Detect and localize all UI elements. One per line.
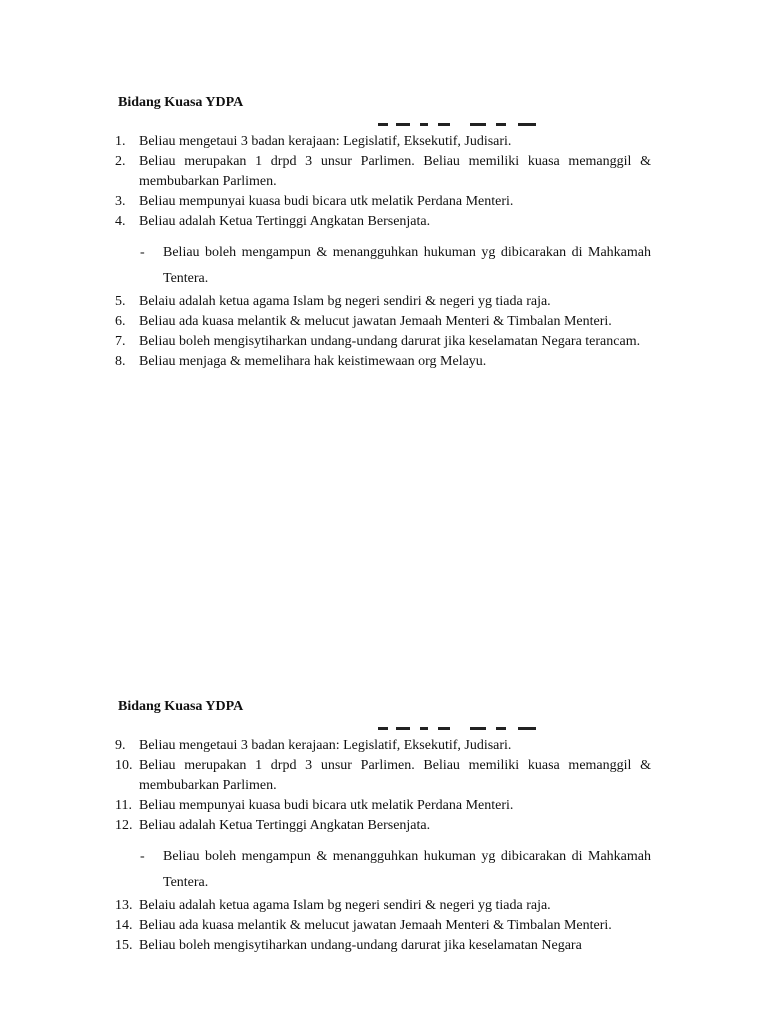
section-1	[115, 94, 651, 372]
list-item: 9. Beliau mengetaui 3 badan kerajaan: Legislatif, Eksekutif, Judisari.	[115, 738, 512, 753]
numbered-list-continued	[115, 292, 651, 372]
sub-item: - Beliau boleh mengampun & menangguhkan hukuman yg dibicarakan di Mahkamah Tentera.	[118, 844, 651, 896]
numbered-list-continued	[115, 896, 651, 956]
dash-marker: -	[140, 849, 145, 864]
list-item: 4. Beliau adalah Ketua Tertinggi Angkatan Bersenjata.	[115, 214, 431, 229]
section-2	[115, 698, 651, 956]
list-item: 10. Beliau merupakan 1 drpd 3 unsur Parlimen. Beliau memiliki kuasa memanggil & membubarkan Parlimen.	[115, 758, 651, 793]
dash-marker: -	[140, 245, 145, 260]
list-item: 2. Beliau merupakan 1 drpd 3 unsur Parlimen. Beliau memiliki kuasa memanggil & membubarkan Parlimen.	[115, 154, 651, 189]
list-item: 3. Beliau mempunyai kuasa budi bicara utk melatik Perdana Menteri.	[115, 194, 514, 209]
list-item: 5. Belaiu adalah ketua agama Islam bg negeri sendiri & negeri yg tiada raja.	[115, 294, 551, 309]
sub-item: - Beliau boleh mengampun & menangguhkan hukuman yg dibicarakan di Mahkamah Tentera.	[118, 240, 651, 292]
list-item: 7. Beliau boleh mengisytiharkan undang-undang darurat jika keselamatan Negara terancam.	[115, 334, 641, 349]
section-title: Bidang Kuasa YDPA	[118, 95, 244, 110]
list-item: 6. Beliau ada kuasa melantik & melucut jawatan Jemaah Menteri & Timbalan Menteri.	[115, 314, 612, 329]
list-item: 15. Beliau boleh mengisytiharkan undang-undang darurat jika keselamatan Negara	[115, 938, 582, 953]
section-title: Bidang Kuasa YDPA	[118, 699, 244, 714]
list-item: 8. Beliau menjaga & memelihara hak keistimewaan org Melayu.	[115, 354, 487, 369]
list-item: 1. Beliau mengetaui 3 badan kerajaan: Legislatif, Eksekutif, Judisari.	[115, 134, 512, 149]
list-item: 11. Beliau mempunyai kuasa budi bicara utk melatik Perdana Menteri.	[115, 798, 514, 813]
numbered-list	[115, 736, 651, 836]
list-item: 14. Beliau ada kuasa melantik & melucut jawatan Jemaah Menteri & Timbalan Menteri.	[115, 918, 612, 933]
list-item: 12. Beliau adalah Ketua Tertinggi Angkatan Bersenjata.	[115, 818, 431, 833]
numbered-list	[115, 132, 651, 232]
scan-artifact-marks	[378, 727, 548, 735]
list-item: 13. Belaiu adalah ketua agama Islam bg negeri sendiri & negeri yg tiada raja.	[115, 898, 551, 913]
scan-artifact-marks	[378, 123, 548, 131]
